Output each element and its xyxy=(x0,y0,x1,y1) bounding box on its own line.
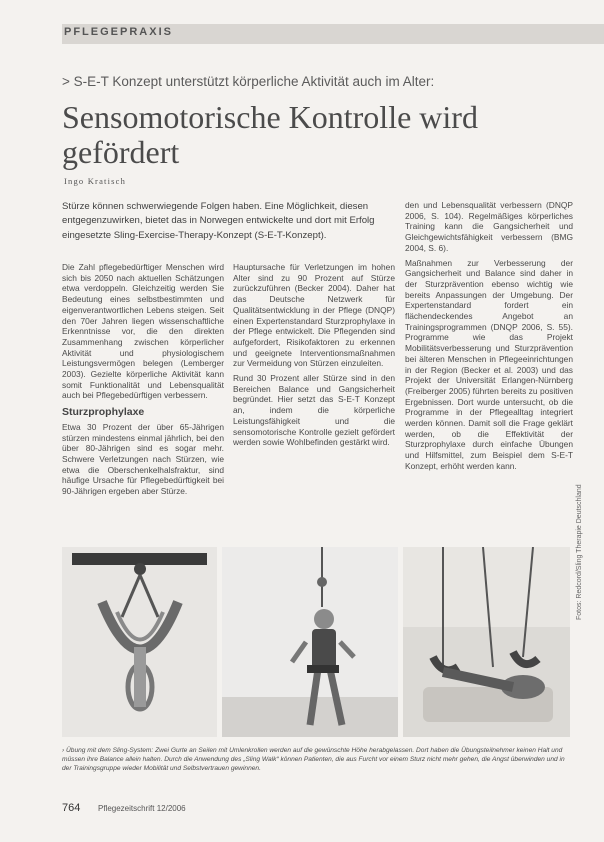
author-name: Ingo Kratisch xyxy=(64,176,127,186)
article-kicker: > S-E-T Konzept unterstützt körperliche Aktivität auch im Alter: xyxy=(62,74,435,89)
body-column-1 xyxy=(62,262,224,497)
body-paragraph: Maßnahmen zur Verbesserung der Gangsicherheit und Balance sind daher in der Sturzprävention ebenso wichtig wie bereits Anpassungen der Umgebung. Der Expertenstandard fordert ein flächendeckendes Angebot an Trainingsprogrammen (DNQP 2006, S. 55). Programme wie das Projekt Mobilitätsverbesserung und Sturzprävention bei älteren Menschen in Pflegeeinrichtungen in der Region (Becker et al. 2003) und das Projekt der Universität Erlangen-Nürnberg (Freiberger 2005) führten bereits zu positiven Ergebnissen. Dort wurde untersucht, ob die Programme in der Pflegealltag integriert werden können. Damit soll die Frage geklärt werden, ob die Effektivität der Sturzprophylaxe durch einfache Übungen und Hilfsmittel, zum Beispiel dem S-E-T Konzept, erhöht werden kann. xyxy=(405,257,573,471)
sling-device-photo xyxy=(62,547,217,737)
body-column-2 xyxy=(233,262,395,448)
sling-lying-exercise-photo xyxy=(403,547,570,737)
body-paragraph: Die Zahl pflegebedürftiger Menschen wird sich bis 2050 nach aktuellen Schätzungen etwa verdoppeln. Gleichzeitig werden Sie Bedeutung eines selbstbestimmten und eigenverantwortlichen Lebens steigen. Seit den 70er Jahren liegen wissenschaftliche Erkenntnisse vor, die den direkten Zusammenhang zwischen körperlicher Aktivität und physiologischem Leistungsvermögen belegen (Lemberger 2003). Gezielte körperliche Aktivität kann somit Funktionalität und Lebensqualität auch bei Pflegebedürftigen verbessern. xyxy=(62,262,224,401)
body-paragraph: Rund 30 Prozent aller Stürze sind in den Bereichen Balance und Gangsicherheit begründet. Hier setzt das S-E-T Konzept an, indem die körperliche Leistungsfähigkeit und die sensomotorische Kontrolle gezielt gefördert werden sowie Wohlbefinden gestärkt wird. xyxy=(233,373,395,448)
section-label: PFLEGEPRAXIS xyxy=(64,26,173,38)
article-title: Sensomotorische Kontrolle wird gefördert xyxy=(62,99,478,170)
publication-source: Pflegezeitschrift 12/2006 xyxy=(98,804,186,813)
body-paragraph: den und Lebensqualität verbessern (DNQP 2006, S. 104). Regelmäßiges körperliches Training kann die Gangsicherheit und Gleichgewichtsfähigkeit verbessern (BMG 2004, S. 6). xyxy=(405,200,573,253)
photo-caption: › Übung mit dem Sling-System: Zwei Gurte an Seilen mit Umlenkrollen werden auf die gewünschte Höhe herabgelassen. Dort haben die Übungsteilnehmer keinen Halt und müssen ihre Balance allein halten. Durch die Anwendung des „Sling Walk“ können Patienten, die aus Furcht vor einem Sturz nicht mehr gehen, die Angst überwinden und in der Trainingsgruppe wieder Mobilität und Selbstvertrauen gewinnen. xyxy=(62,747,565,772)
photo-credit: Fotos: Redcord/Sling Therapie Deutschland xyxy=(576,484,583,620)
sling-walk-photo xyxy=(222,547,398,737)
body-column-3 xyxy=(405,200,573,472)
body-paragraph: Hauptursache für Verletzungen im hohen Alter sind zu 90 Prozent auf Stürze zurückzuführen (Becker 2004). Daher hat das Deutsche Netzwerk für Qualitätsentwicklung in der Pflege (DNQP) einen Expertenstandard Sturzprophylaxe in der Pflege entwickelt. Die Pflegenden sind aufgefordert, Risikofaktoren zu erkennen und geeignete Interventionsmaßnahmen zur Vermeidung von Stürzen einzuleiten. xyxy=(233,262,395,369)
body-paragraph: Etwa 30 Prozent der über 65-Jährigen stürzen mindestens einmal jährlich, bei den über 80-Jährigen sind es sogar mehr. Schwere Verletzungen nach Stürzen, wie etwa die Oberschenkelhalsfraktur, sind häufige Ursache für Pflegebedürftigkeit bei 90-Jährigen ergeben aber Stürze. xyxy=(62,421,224,497)
page-number: 764 xyxy=(62,802,81,814)
lead-paragraph: Stürze können schwerwiegende Folgen haben. Eine Möglichkeit, diesen entgegenzuwirken, bietet das in Norwegen entwickelte und dort mit Erfolg eingesetzte Sling-Exercise-Therapy-Konzept (S-E-T-Konzept). xyxy=(62,201,375,241)
subheading: Sturzprophylaxe xyxy=(62,406,145,419)
